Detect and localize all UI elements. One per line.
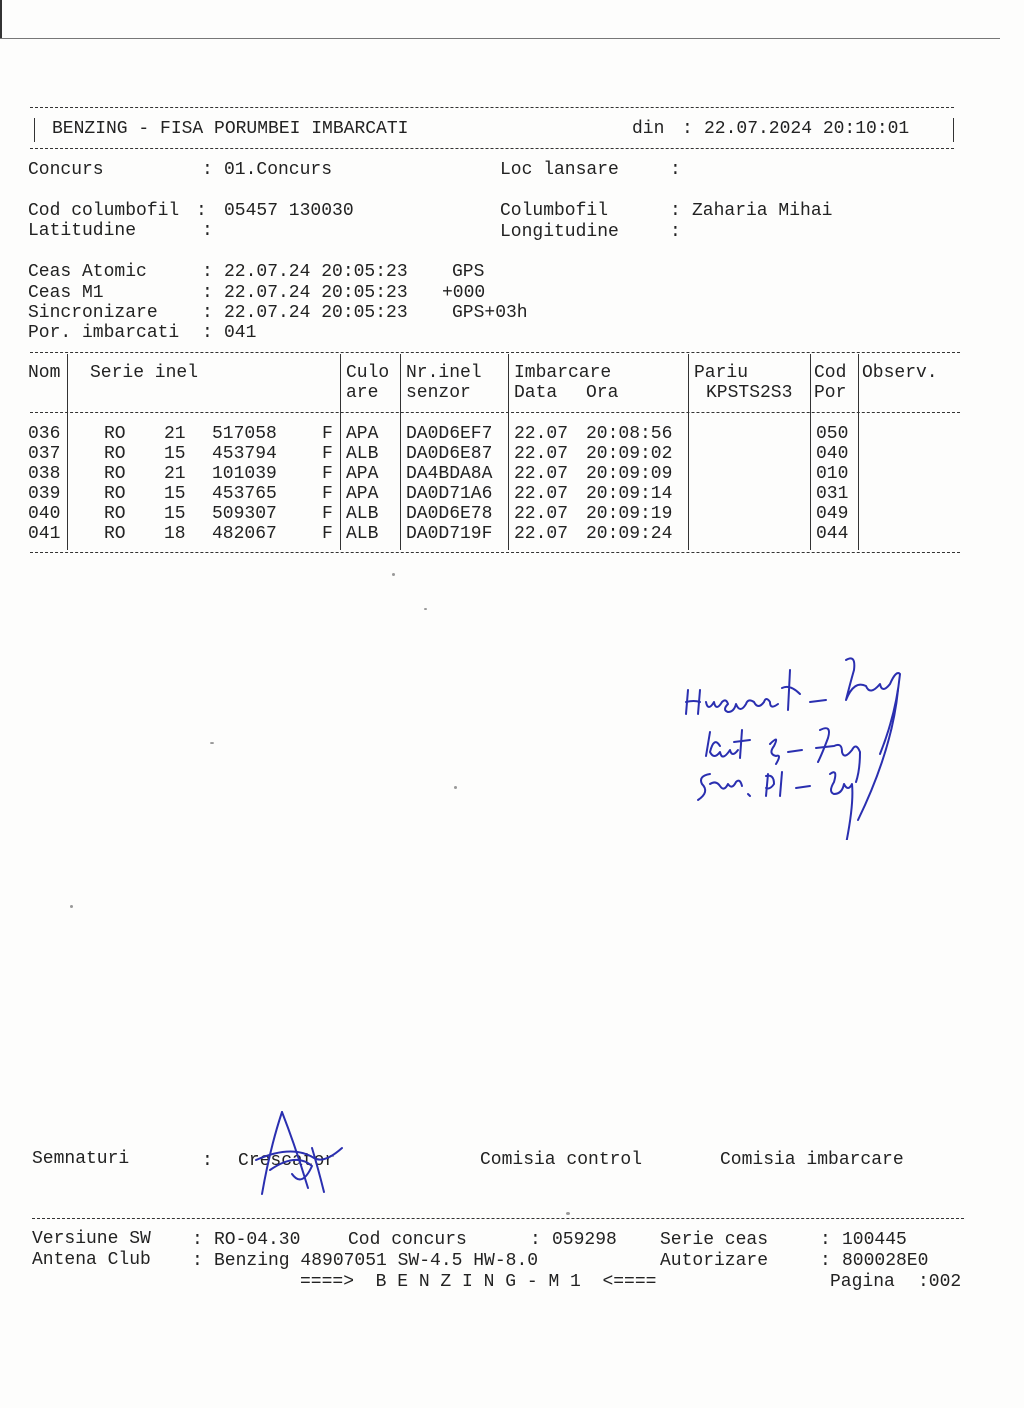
row-date: 22.07 xyxy=(514,524,569,544)
col-header-cod: Cod xyxy=(814,363,847,383)
autorizare-colon: : xyxy=(820,1251,831,1271)
row-date: 22.07 xyxy=(514,484,569,504)
row-time: 20:08:56 xyxy=(586,424,673,444)
loc-lansare-colon: : xyxy=(670,160,681,180)
por-imbarcati-colon: : xyxy=(202,323,213,343)
row-cod-por: 010 xyxy=(816,464,849,484)
scan-edge xyxy=(0,0,2,38)
scan-speck xyxy=(454,786,457,789)
ceas-atomic-colon: : xyxy=(202,262,213,282)
table-row xyxy=(0,524,1000,544)
row-time: 20:09:09 xyxy=(586,464,673,484)
row-nom: 037 xyxy=(28,444,61,464)
table-row xyxy=(0,504,1000,524)
col-header-ora: Ora xyxy=(586,383,619,403)
col-header-observ: Observ. xyxy=(862,363,938,383)
header-top-rule xyxy=(30,107,954,108)
row-cod-por: 040 xyxy=(816,444,849,464)
report-date-colon: : xyxy=(682,119,693,139)
col-header-nom: Nom xyxy=(28,363,61,383)
serie-ceas-label: Serie ceas xyxy=(660,1230,769,1250)
antena-value: Benzing 48907051 SW-4.5 HW-8.0 xyxy=(214,1251,539,1271)
row-color: APA xyxy=(346,424,379,444)
concurs-label: Concurs xyxy=(28,160,104,180)
ceas-m1-offset: +000 xyxy=(442,283,486,303)
ceas-m1-value: 22.07.24 20:05:23 xyxy=(224,283,408,303)
ceas-m1-label: Ceas M1 xyxy=(28,283,104,303)
row-sensor: DA0D6EF7 xyxy=(406,424,493,444)
ceas-m1-colon: : xyxy=(202,283,213,303)
col-header-culoare-2: are xyxy=(346,383,379,403)
row-ring-number: 517058 xyxy=(212,424,277,444)
report-date-label: din xyxy=(632,119,665,139)
row-year: 21 xyxy=(164,424,186,444)
scan-top-line xyxy=(0,38,1000,39)
cod-columbofil-label: Cod columbofil xyxy=(28,201,180,221)
row-year: 15 xyxy=(164,484,186,504)
row-nom: 036 xyxy=(28,424,61,444)
row-country: RO xyxy=(104,504,126,524)
row-time: 20:09:14 xyxy=(586,484,673,504)
header-right-border xyxy=(953,118,954,142)
row-sex: F xyxy=(322,464,333,484)
row-sex: F xyxy=(322,444,333,464)
row-time: 20:09:24 xyxy=(586,524,673,544)
row-ring-number: 453765 xyxy=(212,484,277,504)
row-date: 22.07 xyxy=(514,444,569,464)
table-top-rule xyxy=(30,352,960,353)
row-country: RO xyxy=(104,524,126,544)
row-year: 15 xyxy=(164,504,186,524)
col-header-kpsts: KPSTS2S3 xyxy=(706,383,793,403)
header-left-border xyxy=(34,118,35,142)
row-cod-por: 044 xyxy=(816,524,849,544)
comisia-imbarcare-label: Comisia imbarcare xyxy=(720,1150,904,1170)
row-nom: 038 xyxy=(28,464,61,484)
sincronizare-label: Sincronizare xyxy=(28,303,158,323)
versiune-colon: : xyxy=(192,1230,203,1250)
latitudine-colon: : xyxy=(202,221,213,241)
antena-label: Antena Club xyxy=(32,1250,151,1270)
latitudine-label: Latitudine xyxy=(28,221,137,241)
row-ring-number: 509307 xyxy=(212,504,277,524)
table-row xyxy=(0,484,1000,504)
row-country: RO xyxy=(104,424,126,444)
autorizare-value: 800028E0 xyxy=(842,1251,929,1271)
scan-speck xyxy=(210,742,214,744)
row-sensor: DA4BDA8A xyxy=(406,464,493,484)
por-imbarcati-label: Por. imbarcati xyxy=(28,323,180,343)
serie-ceas-colon: : xyxy=(820,1230,831,1250)
col-header-data: Data xyxy=(514,383,558,403)
row-sex: F xyxy=(322,524,333,544)
cod-concurs-label: Cod concurs xyxy=(348,1230,467,1250)
row-time: 20:09:02 xyxy=(586,444,673,464)
ceas-atomic-value: 22.07.24 20:05:23 xyxy=(224,262,408,282)
concurs-colon: : xyxy=(202,160,213,180)
row-year: 21 xyxy=(164,464,186,484)
row-nom: 040 xyxy=(28,504,61,524)
row-color: APA xyxy=(346,484,379,504)
row-cod-por: 049 xyxy=(816,504,849,524)
row-date: 22.07 xyxy=(514,424,569,444)
report-title: BENZING - FISA PORUMBEI IMBARCATI xyxy=(52,119,409,139)
row-sensor: DA0D719F xyxy=(406,524,493,544)
row-time: 20:09:19 xyxy=(586,504,673,524)
footer-rule xyxy=(32,1218,964,1219)
cod-concurs-value: 059298 xyxy=(552,1230,617,1250)
col-header-serie-inel: Serie inel xyxy=(90,363,199,383)
row-nom: 041 xyxy=(28,524,61,544)
pagina-value: :002 xyxy=(918,1272,962,1292)
columbofil-label: Columbofil xyxy=(500,201,609,221)
cod-concurs-colon: : xyxy=(530,1230,541,1250)
col-header-senzor: senzor xyxy=(406,383,471,403)
columbofil-colon: : xyxy=(670,201,681,221)
ceas-atomic-label: Ceas Atomic xyxy=(28,262,147,282)
row-year: 18 xyxy=(164,524,186,544)
row-date: 22.07 xyxy=(514,464,569,484)
row-date: 22.07 xyxy=(514,504,569,524)
versiune-label: Versiune SW xyxy=(32,1229,151,1249)
pagina-label: Pagina xyxy=(830,1272,895,1292)
row-cod-por: 050 xyxy=(816,424,849,444)
scan-speck xyxy=(70,905,73,908)
ceas-atomic-source: GPS xyxy=(452,262,485,282)
cod-columbofil-colon: : xyxy=(196,201,207,221)
longitudine-colon: : xyxy=(670,222,681,242)
row-sensor: DA0D71A6 xyxy=(406,484,493,504)
row-sex: F xyxy=(322,424,333,444)
columbofil-value: Zaharia Mihai xyxy=(692,201,833,221)
sincronizare-source: GPS+03h xyxy=(452,303,528,323)
concurs-value: 01.Concurs xyxy=(224,160,333,180)
row-ring-number: 101039 xyxy=(212,464,277,484)
handwritten-commission-signatures xyxy=(670,650,970,840)
row-cod-por: 031 xyxy=(816,484,849,504)
row-country: RO xyxy=(104,464,126,484)
row-ring-number: 482067 xyxy=(212,524,277,544)
loc-lansare-label: Loc lansare xyxy=(500,160,619,180)
row-sensor: DA0D6E87 xyxy=(406,444,493,464)
semnaturi-label: Semnaturi xyxy=(32,1149,130,1169)
comisia-control-label: Comisia control xyxy=(480,1150,643,1170)
row-sex: F xyxy=(322,504,333,524)
row-color: APA xyxy=(346,464,379,484)
row-ring-number: 453794 xyxy=(212,444,277,464)
cod-columbofil-value: 05457 130030 xyxy=(224,201,354,221)
autorizare-label: Autorizare xyxy=(660,1251,769,1271)
row-country: RO xyxy=(104,484,126,504)
serie-ceas-value: 100445 xyxy=(842,1230,907,1250)
sincronizare-colon: : xyxy=(202,303,213,323)
row-color: ALB xyxy=(346,524,379,544)
row-sex: F xyxy=(322,484,333,504)
benzing-banner: ====> B E N Z I N G - M 1 <==== xyxy=(300,1272,657,1292)
table-header-rule xyxy=(30,412,960,413)
row-country: RO xyxy=(104,444,126,464)
sincronizare-value: 22.07.24 20:05:23 xyxy=(224,303,408,323)
table-row xyxy=(0,424,1000,444)
antena-colon: : xyxy=(192,1251,203,1271)
scan-speck xyxy=(424,608,427,610)
crescator-signature xyxy=(252,1108,352,1200)
versiune-value: RO-04.30 xyxy=(214,1230,301,1250)
scan-speck xyxy=(566,1212,570,1215)
longitudine-label: Longitudine xyxy=(500,222,619,242)
col-header-nr-inel: Nr.inel xyxy=(406,363,482,383)
report-date: 22.07.2024 20:10:01 xyxy=(704,119,910,139)
row-nom: 039 xyxy=(28,484,61,504)
row-color: ALB xyxy=(346,504,379,524)
col-header-por: Por xyxy=(814,383,847,403)
table-row xyxy=(0,444,1000,464)
semnaturi-colon: : xyxy=(202,1151,213,1171)
col-header-culoare: Culo xyxy=(346,363,390,383)
row-year: 15 xyxy=(164,444,186,464)
row-color: ALB xyxy=(346,444,379,464)
table-bottom-rule xyxy=(30,552,960,553)
col-header-pariu: Pariu xyxy=(694,363,749,383)
row-sensor: DA0D6E78 xyxy=(406,504,493,524)
scan-speck xyxy=(392,573,395,576)
col-header-imbarcare: Imbarcare xyxy=(514,363,612,383)
header-bottom-rule xyxy=(30,148,954,149)
por-imbarcati-value: 041 xyxy=(224,323,257,343)
crescator-label: Crescator xyxy=(238,1151,336,1171)
table-row xyxy=(0,464,1000,484)
